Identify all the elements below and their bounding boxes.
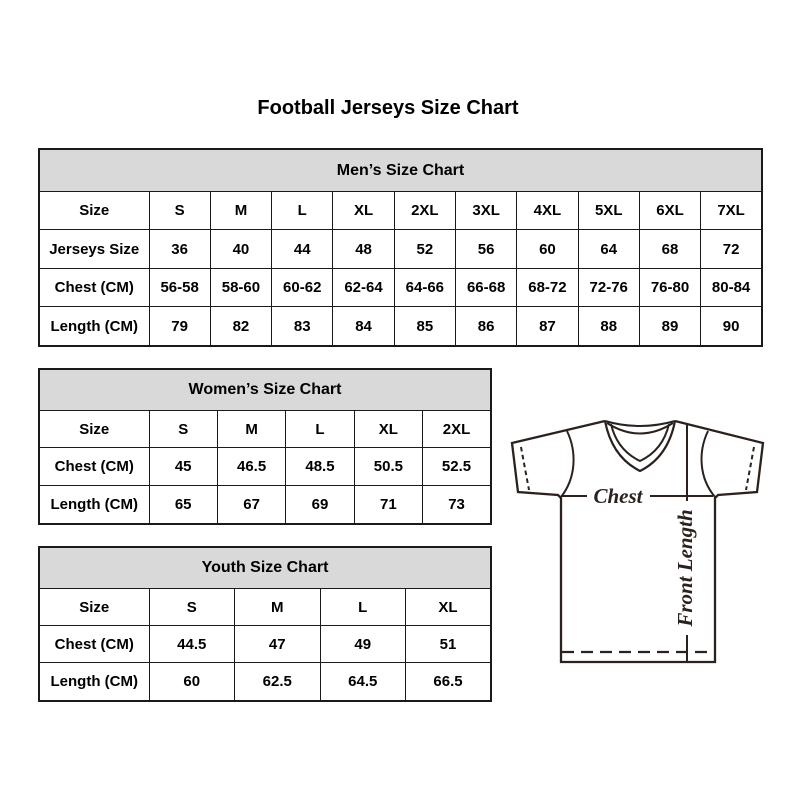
chest-label: Chest: [593, 484, 643, 508]
cell-value: 69: [286, 485, 354, 524]
cell-value: L: [286, 411, 354, 448]
cell-value: XL: [333, 192, 394, 230]
table-row: [39, 192, 762, 230]
table-header-row: [39, 149, 762, 192]
cell-value: 44: [272, 230, 333, 268]
cell-value: 36: [149, 230, 210, 268]
cell-value: S: [149, 411, 217, 448]
cell-value: 49: [320, 626, 406, 663]
cell-value: L: [320, 589, 406, 626]
cell-value: 68: [639, 230, 700, 268]
front-length-label: Front Length: [673, 509, 697, 627]
cell-value: 2XL: [423, 411, 491, 448]
cell-value: 6XL: [639, 192, 700, 230]
cell-value: 45: [149, 448, 217, 485]
cell-value: 66.5: [406, 663, 492, 701]
right-armhole-seam: [702, 431, 715, 497]
row-label: Size: [39, 411, 149, 448]
cell-value: M: [210, 192, 271, 230]
cell-value: 80-84: [701, 268, 762, 306]
cell-value: 83: [272, 307, 333, 346]
cell-value: 46.5: [217, 448, 285, 485]
mens-table-title: Men’s Size Chart: [39, 149, 762, 192]
cell-value: 51: [406, 626, 492, 663]
table-row: [39, 230, 762, 268]
cell-value: 2XL: [394, 192, 455, 230]
row-label: Chest (CM): [39, 268, 149, 306]
cell-value: 48.5: [286, 448, 354, 485]
cell-value: 44.5: [149, 626, 235, 663]
jersey-measurement-diagram: [495, 402, 780, 680]
cell-value: 90: [701, 307, 762, 346]
cell-value: 68-72: [517, 268, 578, 306]
table-row: [39, 589, 491, 626]
cell-value: 56: [455, 230, 516, 268]
cell-value: 72-76: [578, 268, 639, 306]
row-label: Length (CM): [39, 663, 149, 701]
cell-value: 64-66: [394, 268, 455, 306]
row-label: Size: [39, 192, 149, 230]
left-cuff-stitch-line: [521, 447, 529, 490]
womens-table-title: Women’s Size Chart: [39, 369, 491, 411]
youth-table-title: Youth Size Chart: [39, 547, 491, 589]
youth-table-grid: [38, 546, 492, 702]
table-row: [39, 307, 762, 346]
table-row: [39, 448, 491, 485]
cell-value: 67: [217, 485, 285, 524]
cell-value: 89: [639, 307, 700, 346]
cell-value: 87: [517, 307, 578, 346]
row-label: Size: [39, 589, 149, 626]
left-armhole-seam: [561, 431, 574, 497]
cell-value: 60: [517, 230, 578, 268]
cell-value: 82: [210, 307, 271, 346]
table-row: [39, 663, 491, 701]
cell-value: 56-58: [149, 268, 210, 306]
cell-value: 73: [423, 485, 491, 524]
cell-value: 71: [354, 485, 422, 524]
cell-value: 60: [149, 663, 235, 701]
cell-value: 60-62: [272, 268, 333, 306]
cell-value: 48: [333, 230, 394, 268]
jersey-outline-shape: [512, 421, 763, 662]
cell-value: XL: [406, 589, 492, 626]
cell-value: 62.5: [235, 663, 321, 701]
cell-value: 3XL: [455, 192, 516, 230]
cell-value: 72: [701, 230, 762, 268]
right-cuff-stitch-line: [746, 447, 754, 490]
page-title: Football Jerseys Size Chart: [257, 97, 519, 119]
cell-value: M: [217, 411, 285, 448]
cell-value: 52: [394, 230, 455, 268]
table-header-row: [39, 369, 491, 411]
cell-value: 86: [455, 307, 516, 346]
row-label: Chest (CM): [39, 448, 149, 485]
cell-value: 58-60: [210, 268, 271, 306]
cell-value: XL: [354, 411, 422, 448]
collar-top-arc: [605, 421, 675, 426]
row-label: Length (CM): [39, 485, 149, 524]
cell-value: S: [149, 192, 210, 230]
womens-size-table: [38, 368, 492, 525]
cell-value: 65: [149, 485, 217, 524]
cell-value: 5XL: [578, 192, 639, 230]
cell-value: 88: [578, 307, 639, 346]
mens-size-table: [38, 148, 763, 347]
cell-value: 7XL: [701, 192, 762, 230]
cell-value: L: [272, 192, 333, 230]
cell-value: 50.5: [354, 448, 422, 485]
cell-value: 62-64: [333, 268, 394, 306]
cell-value: 85: [394, 307, 455, 346]
row-label: Chest (CM): [39, 626, 149, 663]
cell-value: 76-80: [639, 268, 700, 306]
youth-size-table: [38, 546, 492, 702]
cell-value: 79: [149, 307, 210, 346]
cell-value: 40: [210, 230, 271, 268]
row-label: Length (CM): [39, 307, 149, 346]
cell-value: S: [149, 589, 235, 626]
mens-table-grid: [38, 148, 763, 347]
cell-value: 4XL: [517, 192, 578, 230]
cell-value: 52.5: [423, 448, 491, 485]
cell-value: 64: [578, 230, 639, 268]
womens-table-grid: [38, 368, 492, 525]
table-row: [39, 626, 491, 663]
cell-value: M: [235, 589, 321, 626]
table-row: [39, 411, 491, 448]
table-row: [39, 268, 762, 306]
table-header-row: [39, 547, 491, 589]
cell-value: 84: [333, 307, 394, 346]
cell-value: 66-68: [455, 268, 516, 306]
row-label: Jerseys Size: [39, 230, 149, 268]
table-row: [39, 485, 491, 524]
cell-value: 47: [235, 626, 321, 663]
cell-value: 64.5: [320, 663, 406, 701]
